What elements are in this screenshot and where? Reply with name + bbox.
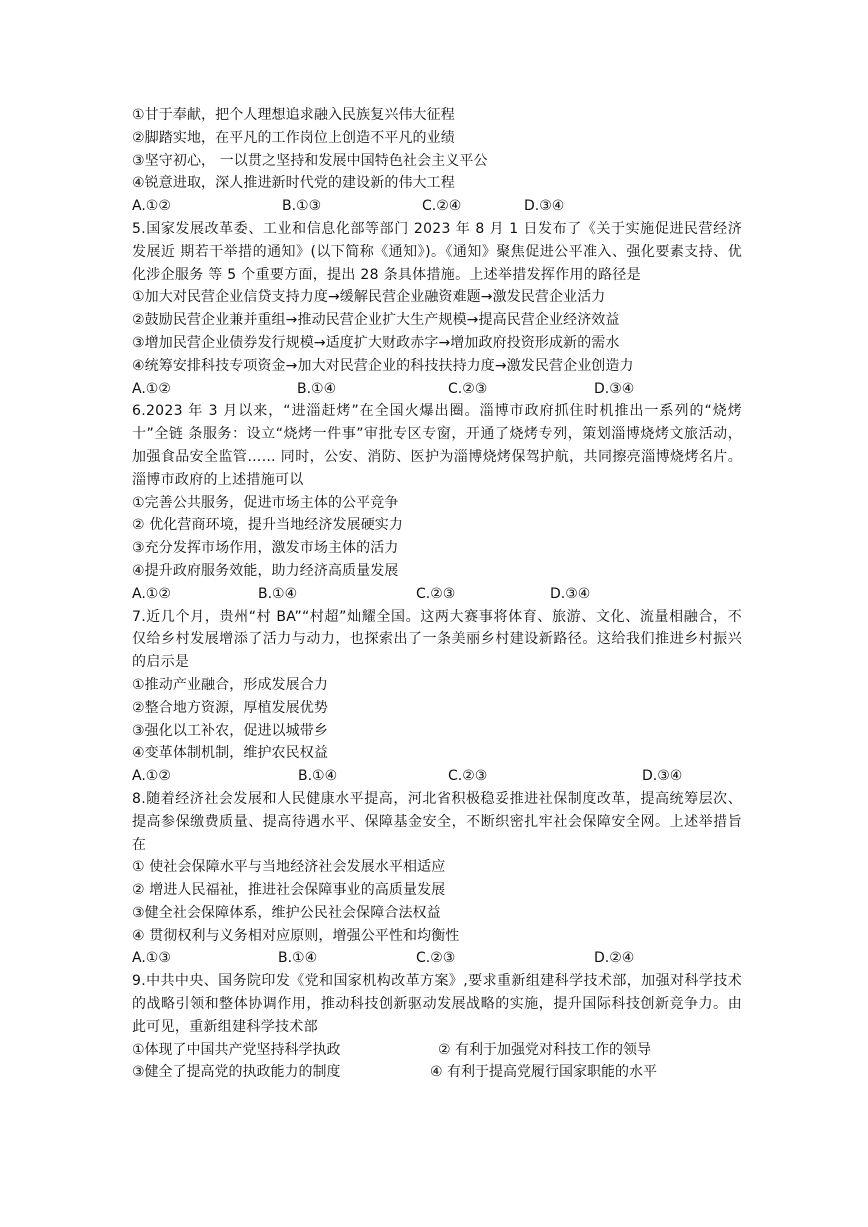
- q7-stem: 7.近几个月，贵州“村 BA”“村超”灿耀全国。这两大赛事将体育、旅游、文化、流量相融合，不仅给乡村发展增添了活力与动力，也探索出了一条美丽乡村建设新路径。这给我们推进乡村振兴的启示是: [132, 608, 742, 671]
- q8-item-4: ④ 贯彻权利与义务相对应原则，增强公平性和均衡性: [132, 927, 460, 944]
- q5-item-4: ④统筹安排科技专项资金→加大对民营企业的科技扶持力度→激发民营企业创造力: [132, 357, 634, 374]
- q4-item-4: ④锐意进取，深人推进新时代党的建设新的伟大工程: [132, 175, 455, 192]
- q9-item-1: ①体现了中国共产党坚持科学执政: [132, 1041, 341, 1058]
- q8-option-a: A.①③: [132, 950, 171, 967]
- q6-options: [132, 583, 742, 606]
- q8-item-3: ③健全社会保障体系，维护公民社会保障合法权益: [132, 904, 441, 921]
- q5-option-a: A.①②: [132, 380, 171, 397]
- q6-item-2: ② 优化营商环境，提升当地经济发展硬实力: [132, 517, 403, 534]
- q8-stem: 8.随着经济社会发展和人民健康水平提高，河北省积极稳妥推进社保制度改革，提高统筹层次、提高参保缴费质量、提高待遇水平、保障基金安全，不断织密扎牢社会保障安全网。上述举措旨在: [132, 790, 742, 853]
- q4-options: [132, 195, 742, 218]
- q4-option-a: A.①②: [132, 198, 171, 215]
- q5-option-d: D.③④: [594, 380, 635, 397]
- q9-item-4: ④ 有利于提高党履行国家职能的水平: [430, 1064, 658, 1081]
- q6-item-1: ①完善公共服务，促进市场主体的公平竞争: [132, 494, 399, 511]
- q4-option-d: D.③④: [524, 198, 565, 215]
- q5-option-c: C.②③: [448, 380, 488, 397]
- q6-item-4: ④提升政府服务效能，助力经济高质量发展: [132, 562, 399, 579]
- q7-item-3: ③强化以工补农，促进以城带乡: [132, 722, 328, 739]
- q5-item-1: ①加大对民营企业信贷支持力度→缓解民营企业融资难题→激发民营企业活力: [132, 289, 606, 306]
- q8-option-b: B.①④: [278, 950, 318, 967]
- q7-item-4: ④变革体制机制，维护农民权益: [132, 745, 328, 762]
- q4-item-1: ①甘于奉献，把个人理想追求融入民族复兴伟大征程: [132, 107, 455, 123]
- q8-item-1: ① 使社会保障水平与当地经济社会发展水平相适应: [132, 859, 446, 876]
- q9-item-3: ③健全了提高党的执政能力的制度: [132, 1064, 341, 1081]
- q9-item-2: ② 有利于加强党对科技工作的领导: [438, 1041, 652, 1058]
- q4-item-3: ③坚守初心， 一以贯之坚持和发展中国特色社会主义平公: [132, 152, 488, 169]
- q7-options: [132, 765, 742, 788]
- q6-option-b: B.①④: [258, 585, 298, 602]
- q4-option-c: C.②④: [422, 198, 462, 215]
- q5-item-3: ③增加民营企业债券发行规模→适度扩大财政赤字→增加政府投资形成新的需水: [132, 334, 620, 351]
- q6-stem: 6.2023 年 3 月以来，“进淄赶烤”在全国火爆出圈。淄博市政府抓住时机推出一系列的“烧烤十”全链 条服务：设立“烧烤一件事”审批专区专窗，开通了烧烤专列，策划淄博烧烤文旅活动，加强食品安全监管…… 同时，公安、消防、医护为淄博烧烤保驾护航，共同擦亮淄博烧烤名片。淄博市政府的上述措施可以: [132, 403, 742, 488]
- q4-item-2: ②脚踏实地，在平凡的工作岗位上创造不平凡的业绩: [132, 129, 455, 146]
- q9-stem: 9.中共中央、国务院印发《党和国家机构改革方案》,要求重新组建科学技术部，加强对科学技术的战略引领和整体协调作用，推动科技创新驱动发展战略的实施，提升国际科技创新竞争力。由此可见，重新组建科学技术部: [132, 973, 742, 1035]
- q6-item-3: ③充分发挥市场作用，激发市场主体的活力: [132, 540, 399, 557]
- q6-option-a: A.①②: [132, 585, 171, 602]
- q8-item-2: ② 增进人民福祉，推进社会保障事业的高质量发展: [132, 882, 446, 899]
- q7-option-d: D.③④: [642, 768, 683, 785]
- q6-option-d: D.③④: [550, 585, 591, 602]
- q5-options: [132, 378, 742, 401]
- q7-option-c: C.②③: [448, 768, 488, 785]
- q6-option-c: C.②③: [416, 585, 456, 602]
- q7-item-1: ①推动产业融合，形成发展合力: [132, 676, 328, 693]
- q9-items-row-2: [132, 1061, 742, 1084]
- q4-option-b: B.①③: [282, 198, 322, 215]
- q8-options: [132, 947, 742, 970]
- q5-item-2: ②鼓励民营企业兼并重组→推动民营企业扩大生产规模→提高民营企业经济效益: [132, 312, 620, 329]
- q5-stem: 5.国家发展改革委、工业和信息化部等部门 2023 年 8 月 1 日发布了《关于实施促进民营经济发展近 期若干举措的通知》(以下简称《通知》)。《通知》聚焦促进公平准入、强化要素支持、优化涉企服务 等 5 个重要方面，提出 28 条具体措施。上述举措发挥作用的路径是: [132, 220, 742, 283]
- q8-option-c: C.②③: [416, 950, 456, 967]
- q7-option-a: A.①②: [132, 768, 171, 785]
- q7-item-2: ②整合地方资源，厚植发展优势: [132, 699, 328, 716]
- q8-option-d: D.②④: [594, 950, 635, 967]
- q9-items-row-1: [132, 1039, 742, 1062]
- q7-option-b: B.①④: [298, 768, 338, 785]
- q5-option-b: B.①④: [297, 380, 337, 397]
- exam-page: [132, 104, 742, 1084]
